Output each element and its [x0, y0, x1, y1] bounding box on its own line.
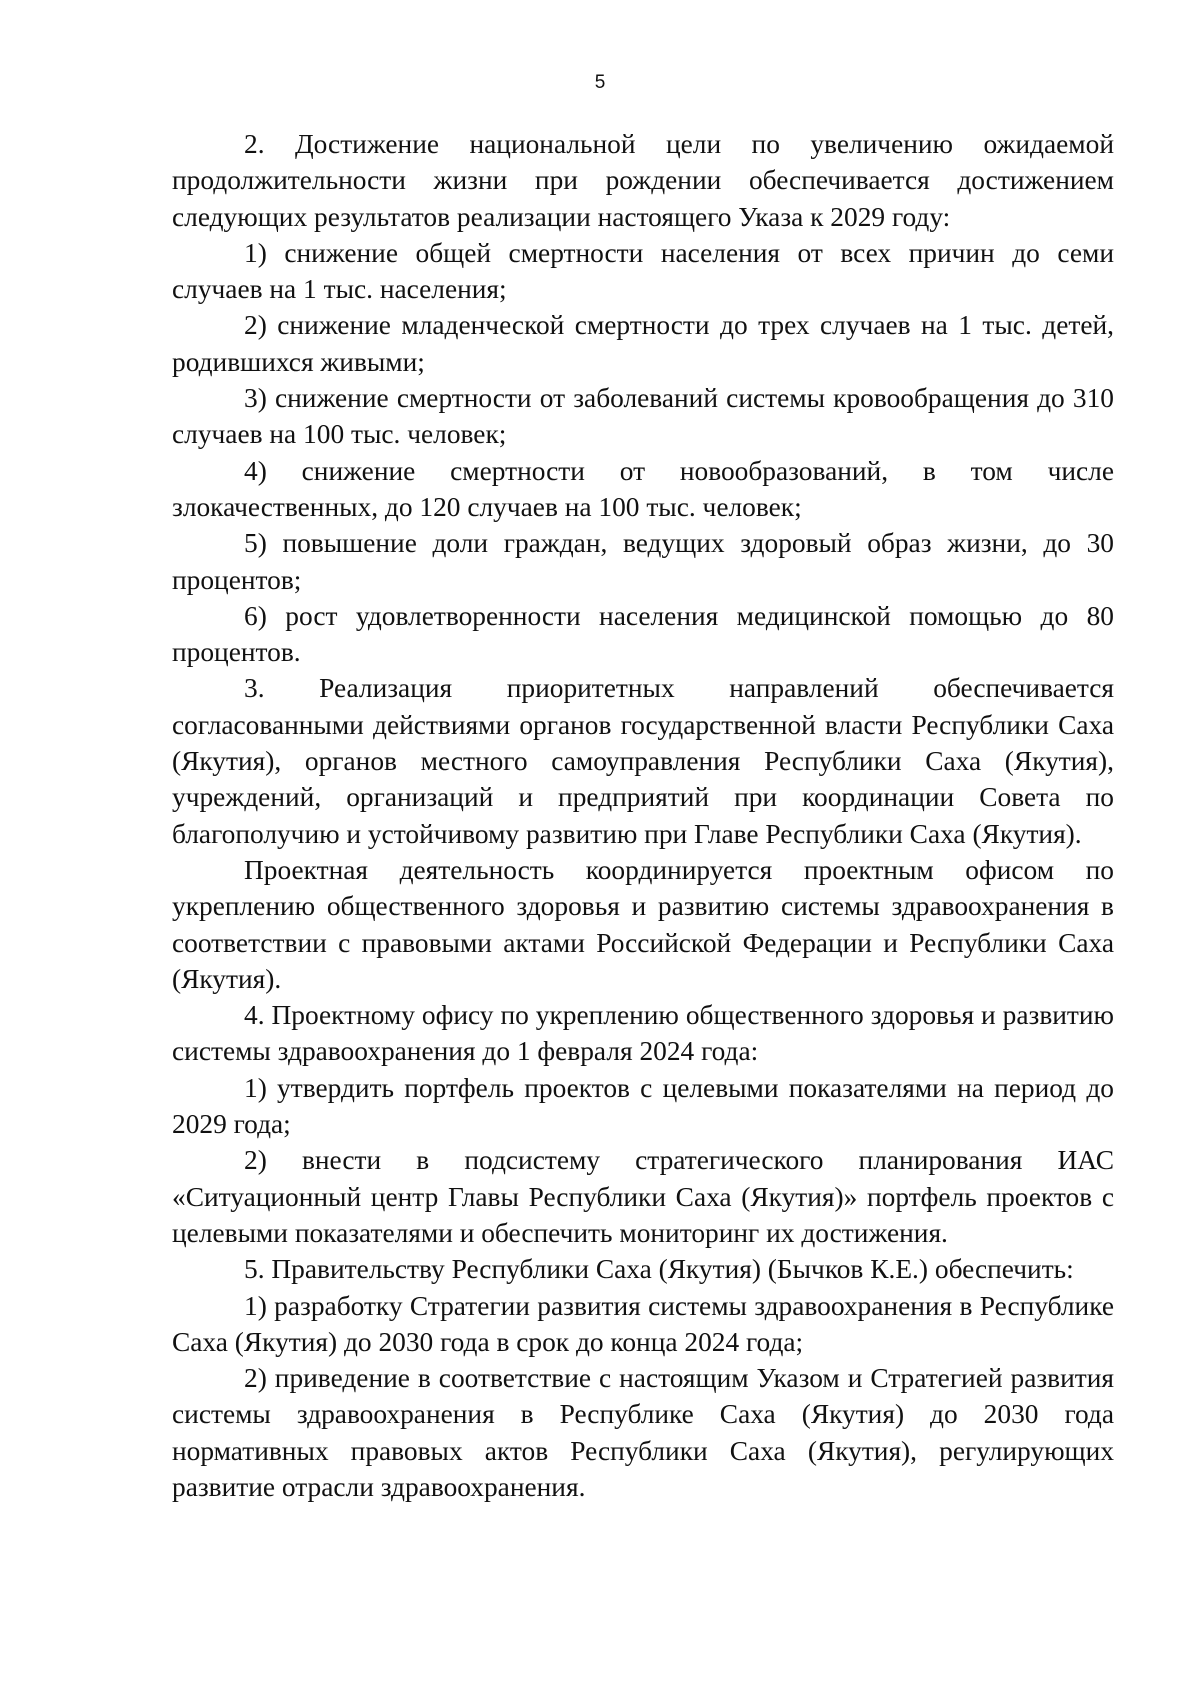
- paragraph-item-2-4: 4) снижение смертности от новообразований, в том числе злокачественных, до 120 случаев на 100 тыс. человек;: [172, 455, 1114, 522]
- paragraph-item-2-1: 1) снижение общей смертности населения от всех причин до семи случаев на 1 тыс. населения;: [172, 237, 1114, 305]
- paragraph-item-5-2: 2) приведение в соответствие с настоящим Указом и Стратегией развития системы здравоохранения в Республике Саха (Якутия) до 2030 года нормативных правовых актов Республики Саха (Якутия), регулирующих развитие отрасли здравоохранения.: [172, 1363, 1114, 1502]
- paragraph-item-4: 4. Проектному офису по укреплению общественного здоровья и развитию системы здравоохранения до 1 февраля 2024 года:: [172, 1000, 1114, 1067]
- document-body: [172, 126, 1114, 1505]
- paragraph-item-2: 2. Достижение национальной цели по увеличению ожидаемой продолжительности жизни при рождении обеспечивается достижением следующих результатов реализации настоящего Указа к 2029 году:: [172, 129, 1114, 232]
- paragraph-item-5: 5. Правительству Республики Саха (Якутия) (Бычков К.Е.) обеспечить:: [244, 1254, 1074, 1285]
- paragraph-project-activity: Проектная деятельность координируется проектным офисом по укреплению общественного здоровья и развитию системы здравоохранения в соответствии с правовыми актами Российской Федерации и Республики Саха (Якутия).: [172, 854, 1114, 994]
- paragraph-item-2-5: 5) повышение доли граждан, ведущих здоровый образ жизни, до 30 процентов;: [172, 528, 1114, 595]
- paragraph-item-2-6: 6) рост удовлетворенности населения медицинской помощью до 80 процентов.: [172, 600, 1114, 668]
- paragraph-item-4-1: 1) утвердить портфель проектов с целевыми показателями на период до 2029 года;: [172, 1072, 1114, 1140]
- paragraph-item-2-2: 2) снижение младенческой смертности до трех случаев на 1 тыс. детей, родившихся живыми;: [172, 310, 1114, 377]
- paragraph-item-3: 3. Реализация приоритетных направлений обеспечивается согласованными действиями органов государственной власти Республики Саха (Якутия), органов местного самоуправления Республики Саха (Якутия), учреждений, организаций и предприятий при координации Совета по благополучию и устойчивому развитию при Главе Республики Саха (Якутия).: [172, 673, 1114, 849]
- paragraph-item-4-2: 2) внести в подсистему стратегического планирования ИАС «Ситуационный центр Главы Республики Саха (Якутия)» портфель проектов с целевыми показателями и обеспечить мониторинг их достижения.: [172, 1145, 1114, 1248]
- paragraph-item-5-1: 1) разработку Стратегии развития системы здравоохранения в Республике Саха (Якутия) до 2030 года в срок до конца 2024 года;: [172, 1290, 1114, 1357]
- page-number: 5: [594, 72, 606, 93]
- paragraph-item-2-3: 3) снижение смертности от заболеваний системы кровообращения до 310 случаев на 100 тыс. человек;: [172, 383, 1114, 450]
